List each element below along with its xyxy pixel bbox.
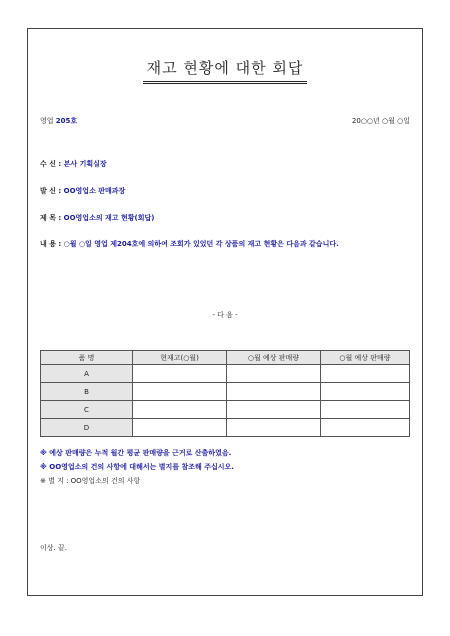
table-cell	[133, 383, 227, 401]
header-current-stock: 현재고(○월)	[133, 351, 227, 365]
note-suggestions: ※ OO영업소의 건의 사항에 대해서는 별지를 참조해 주십시오.	[40, 463, 234, 471]
item-cell: C	[41, 401, 133, 419]
note-attachment-text: ※ 별 지 : OO영업소의 건의 사항	[40, 477, 141, 485]
table-cell	[133, 401, 227, 419]
da-heading: - 다 음 -	[212, 311, 238, 319]
header-forecast-1: ○월 예상 판매량	[227, 351, 321, 365]
table-cell	[227, 419, 321, 437]
item-cell: D	[41, 419, 133, 437]
table-cell	[321, 365, 410, 383]
recipient-value: 본사 기획실장	[63, 160, 107, 168]
doc-no-prefix: 영업	[40, 117, 54, 125]
subject-value: OO영업소의 재고 현황(회답)	[63, 214, 155, 222]
table-row	[41, 419, 410, 437]
table-row	[41, 365, 410, 383]
table-cell	[133, 365, 227, 383]
header-forecast-2: ○월 예상 판매량	[321, 351, 410, 365]
table-cell	[321, 419, 410, 437]
document-number	[40, 116, 77, 126]
content-label: 내 용 :	[40, 240, 64, 248]
sender-field	[40, 186, 125, 196]
doc-no-value: 205호	[55, 117, 78, 125]
document-date: 20○○년 ○월 ○일	[351, 117, 410, 125]
header-item: 품 명	[41, 351, 133, 365]
note-attachment	[40, 476, 140, 486]
table-row	[41, 383, 410, 401]
table-cell	[227, 401, 321, 419]
table-row	[41, 401, 410, 419]
subject-field	[40, 213, 154, 223]
note-forecast-basis: ※ 예상 판매량은 누적 월간 평균 판매량을 근거로 산출하였음.	[40, 449, 232, 457]
sender-label: 발 신 :	[40, 187, 64, 195]
item-cell: A	[41, 365, 133, 383]
subject-label: 제 목 :	[40, 214, 64, 222]
closing-text: 이상. 끝.	[40, 544, 67, 552]
table-cell	[133, 419, 227, 437]
document-page	[27, 28, 423, 596]
title-text: 재고 현황에 대한 회답	[143, 57, 308, 84]
stock-table	[40, 350, 410, 437]
recipient-label: 수 신 :	[40, 160, 64, 168]
table-cell	[321, 401, 410, 419]
table-cell	[227, 365, 321, 383]
content-value: ○월 ○일 영업 제204호에 의하여 조회가 있었던 각 상품의 재고 현황은 다음과 같습니다.	[63, 240, 339, 248]
content-field	[40, 239, 339, 249]
item-cell: B	[41, 383, 133, 401]
sender-value: OO영업소 판매과장	[63, 187, 126, 195]
document-title	[28, 57, 422, 84]
table-cell	[321, 383, 410, 401]
table-cell	[227, 383, 321, 401]
table-header-row	[41, 351, 410, 365]
recipient-field	[40, 159, 107, 169]
